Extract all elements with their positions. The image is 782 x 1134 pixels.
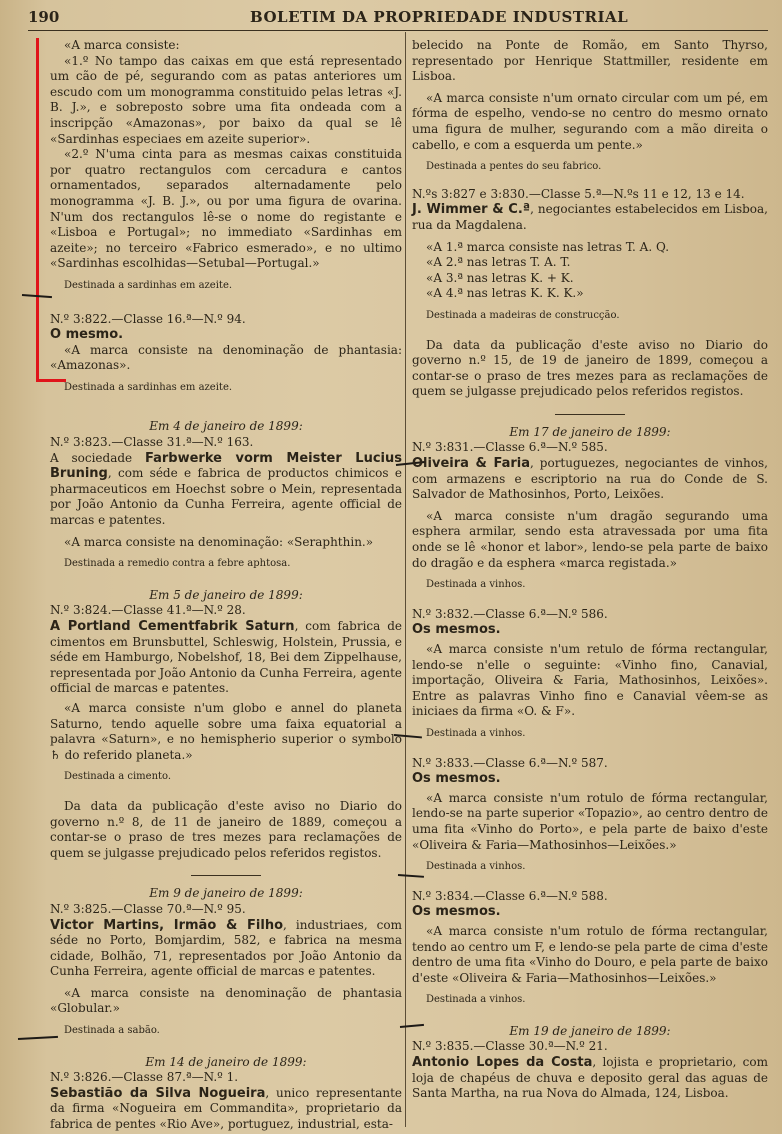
- entry-text: «A marca consiste n'um globo e annel do planeta Saturno, tendo aquelle sobre uma faixa equatorial a palavra «Saturn», e no hemispherio superior o symbolo ♄ do referido planeta.»: [50, 700, 402, 762]
- entry-owner-paragraph: [412, 1055, 768, 1102]
- owner-name: Os mesmos.: [412, 622, 501, 638]
- destination-line: Destinada a pentes do seu fabrico.: [426, 161, 602, 173]
- entry-text: belecido na Ponte de Romão, em Santo Thyrso, representado por Henrique Stattmiller, residente em Lisboa.: [412, 38, 768, 84]
- registration-number: N.º 3:824.—Classe 41.ª—N.º 28.: [50, 603, 246, 618]
- destination-line: Destinada a madeiras de construcção.: [426, 309, 620, 321]
- destination-line: Destinada a vinhos.: [426, 727, 526, 739]
- owner-details: , industriaes, com séde no Porto, Bomjardim, 582, e fabrica na mesma cidade, Bolhão, 71, representados por João Antonio da Cunha Ferreira, agente official de marcas e patentes.: [50, 917, 402, 979]
- destination-line: Destinada a sardinhas em azeite.: [64, 279, 233, 291]
- destination-line: Destinada a sardinhas em azeite.: [64, 381, 233, 393]
- entry-date: Em 4 de janeiro de 1899:: [149, 419, 303, 434]
- owner-name: Antonio Lopes da Costa: [412, 1055, 593, 1071]
- entry-owner-paragraph: [50, 1086, 402, 1133]
- owner-details: , com fabrica de cimentos em Brunsbuttel, Schleswig, Holstein, Prussia, e séde em Hamburgo, Nobelshof, 18, Bei dem Zippelhause, representada por João Antonio da Cunha Ferreira, agente official de marcas e patentes.: [50, 619, 402, 696]
- entry-text: «A marca consiste na denominação de phantasia: «Amazonas».: [50, 342, 402, 373]
- mark-letters-4: «A 4.ª nas letras K. K. K.»: [426, 286, 584, 301]
- entry-text: «A marca consiste n'um ornato circular com um pé, em fórma de espelho, vendo-se no centro do mesmo ornato uma figura de mulher, segurando com a mão direita o cabello, e com a esquerda um pente.»: [412, 90, 768, 152]
- entry-date: Em 5 de janeiro de 1899:: [149, 587, 303, 602]
- right-column: [412, 38, 768, 1102]
- owner-details: , portuguezes, negociantes de vinhos, com armazens e escriptorio na rua do Conde de S. Salvador de Mathosinhos, Porto, Leixões.: [412, 456, 768, 502]
- mark-letters-2: «A 2.ª nas letras T. A. T.: [426, 255, 571, 270]
- column-divider: [405, 32, 406, 1127]
- destination-line: Destinada a cimento.: [64, 771, 172, 783]
- entry-text: «A marca consiste n'um rotulo de fórma rectangular, lendo-se na parte superior «Topazio», ao centro dentro de uma fita «Vinho do Porto», e pela parte de baixo d'este «Oliveira & Faria—Mathosinhos—Leixões.»: [412, 790, 768, 852]
- owner-name: Victor Martins, Irmão & Filho: [50, 917, 284, 933]
- registration-number: N.º 3:833.—Classe 6.ª—N.º 587.: [412, 755, 608, 770]
- journal-title: BOLETIM DA PROPRIEDADE INDUSTRIAL: [250, 8, 629, 26]
- entry-date: Em 9 de janeiro de 1899:: [149, 886, 303, 901]
- entry-owner-paragraph: [50, 918, 402, 980]
- entry-text: «1.º No tampo das caixas em que está representado um cão de pé, segurando com as patas anteriores um escudo com um monogramma constituido pelas letras «J. B. J.», e sobreposto sobre uma fita ondeada com a inscripção «Amazonas», por baixo da qual se lê «Sardinhas especiaes em azeite superior».: [50, 53, 402, 146]
- registration-number: N.º 3:823.—Classe 31.ª—N.º 163.: [50, 435, 254, 450]
- entry-owner-paragraph: [412, 202, 768, 233]
- owner-name: Oliveira & Faria: [412, 456, 531, 472]
- red-margin-mark: [36, 38, 39, 380]
- mark-letters-3: «A 3.ª nas letras K. + K.: [426, 270, 574, 285]
- entry-text: «A marca consiste n'um retulo de fórma rectangular, lendo-se n'elle o seguinte: «Vinho fino, Canavial, importação, Oliveira & Faria, Mathosinhos, Leixões». Entre as palavras Vinho fino e Canavial vêem-se as iniciaes da firma «O. & F».: [412, 642, 768, 719]
- owner-name: A Portland Cementfabrik Saturn: [50, 619, 295, 634]
- registration-number: N.º 3:834.—Classe 6.ª—N.º 588.: [412, 888, 608, 903]
- destination-line: Destinada a sabão.: [64, 1025, 160, 1037]
- entry-text: «A marca consiste n'um rotulo de fórma rectangular, tendo ao centro um F, e lendo-se pela parte de cima d'este dentro de uma fita «Vinho do Douro, e pela parte de baixo d'este «Oliveira & Faria—Mathosinhos—Leixões.»: [412, 923, 768, 985]
- entry-date: Em 17 de janeiro de 1899:: [509, 424, 671, 439]
- owner-name: Sebastião da Silva Nogueira: [50, 1085, 266, 1101]
- registration-number: N.º 3:832.—Classe 6.ª—N.º 586.: [412, 606, 608, 621]
- publication-notice: Da data da publicação d'este aviso no Diario do governo n.º 8, de 11 de janeiro de 1889, começou a contar-se o praso de tres mezes para reclamações de quem se julgasse prejudicado pelos referidos registos.: [50, 798, 402, 860]
- entry-owner-paragraph: [50, 451, 402, 529]
- owner-details: , com séde e fabrica de productos chimicos e pharmaceuticos em Hoechst sobre o Mein, representada por João Antonio da Cunha Ferreira, agente official de marcas e patentes.: [50, 466, 402, 528]
- mark-letters-1: «A 1.ª marca consiste nas letras T. A. Q.: [426, 239, 670, 254]
- entry-owner-paragraph: [412, 456, 768, 503]
- running-header: [28, 6, 768, 28]
- section-separator: [555, 414, 625, 415]
- destination-line: Destinada a vinhos.: [426, 579, 526, 591]
- entry-text: «2.º N'uma cinta para as mesmas caixas constituida por quatro rectangulos com cercadura e cantos ornamentados, separados alternadamente pelo monogramma «J. B. J.», ou por uma figura de ovarina. N'um dos rectangulos lê-se o nome do registante e «Lisboa e Portugal»; no immediato «Sardinhas em azeite»; no terceiro «Fabrico esmerado», e no ultimo «Sardinhas escolhidas—Setubal—Portugal.»: [50, 147, 402, 271]
- registration-number: N.º 3:826.—Classe 87.ª—N.º 1.: [50, 1070, 239, 1085]
- destination-line: Destinada a vinhos.: [426, 861, 526, 873]
- entry-owner-paragraph: [50, 619, 402, 697]
- registration-number: N.º 3:825.—Classe 70.ª—N.º 95.: [50, 901, 246, 916]
- page-number: 190: [28, 8, 60, 26]
- header-rule: [28, 30, 768, 31]
- left-column: [50, 38, 402, 1133]
- owner-name: J. Wimmer & C.ª: [412, 202, 531, 218]
- owner-details: , unico representante da firma «Nogueira em Commandita», proprietario da fabrica de pentes «Rio Ave», portuguez, industrial, esta-: [50, 1085, 402, 1132]
- owner-name: O mesmo.: [50, 327, 124, 343]
- entry-text: «A marca consiste na denominação de phantasia «Globular.»: [50, 985, 402, 1016]
- registration-number: N.º 3:835.—Classe 30.ª—N.º 21.: [412, 1039, 608, 1054]
- owner-name: Os mesmos.: [412, 771, 501, 787]
- entry-date: Em 14 de janeiro de 1899:: [145, 1054, 307, 1069]
- destination-line: Destinada a vinhos.: [426, 994, 526, 1006]
- owner-name: Os mesmos.: [412, 904, 501, 920]
- section-separator: [191, 875, 261, 876]
- owner-prefix: A sociedade: [50, 450, 145, 465]
- entry-text: «A marca consiste na denominação: «Seraphthin.»: [64, 534, 374, 549]
- registration-number: N.ºs 3:827 e 3:830.—Classe 5.ª—N.ºs 11 e 12, 13 e 14.: [412, 186, 745, 201]
- owner-details: , lojista e proprietario, com loja de chapéus de chuva e deposito geral das aguas de Santa Martha, na rua Nova do Almada, 124, Lisboa.: [412, 1055, 769, 1101]
- entry-text: «A marca consiste:: [64, 38, 180, 52]
- entry-text: «A marca consiste n'um dragão segurando uma esphera armilar, sendo esta atravessada por uma fita onde se lê «honor et labor», lendo-se pela parte de baixo do dragão e da esphera «marca registada.»: [412, 508, 768, 570]
- registration-number: N.º 3:831.—Classe 6.ª—N.º 585.: [412, 440, 608, 455]
- owner-details: , negociantes estabelecidos em Lisboa, rua da Magdalena.: [412, 202, 768, 232]
- destination-line: Destinada a remedio contra a febre aphtosa.: [64, 558, 291, 570]
- owner-name: Farbwerke vorm Meister Lucius Bruning: [50, 450, 402, 482]
- registration-number: N.º 3:822.—Classe 16.ª—N.º 94.: [50, 311, 246, 326]
- publication-notice: Da data da publicação d'este aviso no Diario do governo n.º 15, de 19 de janeiro de 1899, começou a contar-se o praso de tres mezes para as reclamações de quem se julgasse prejudicado pelos referidos registos.: [412, 337, 768, 399]
- entry-date: Em 19 de janeiro de 1899:: [509, 1023, 671, 1038]
